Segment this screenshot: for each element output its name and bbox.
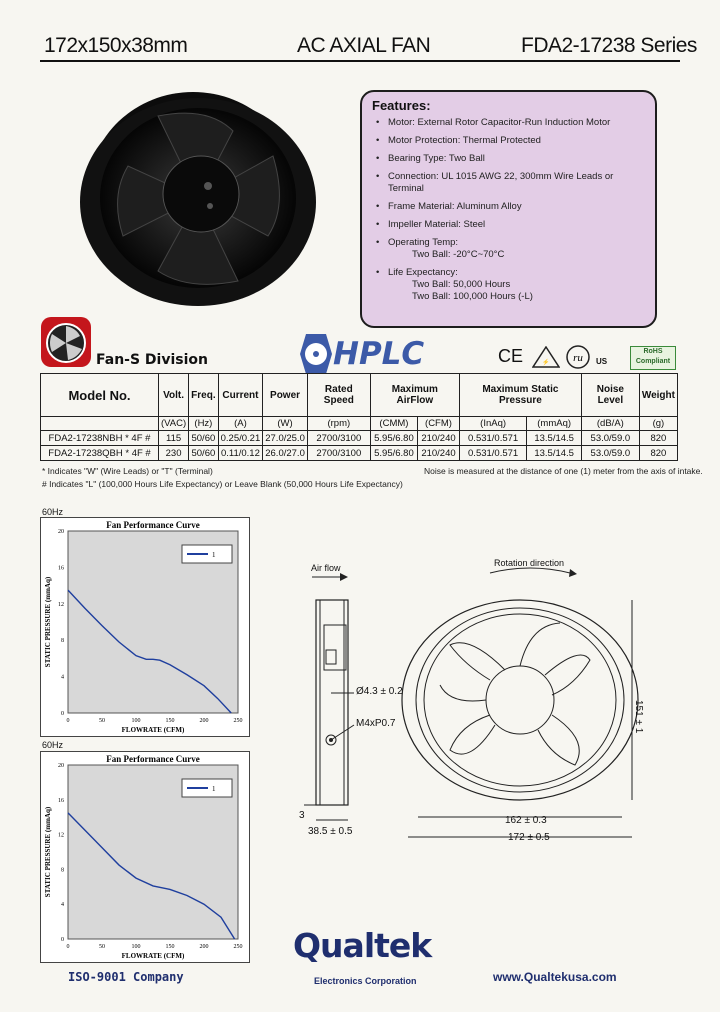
col-airflow: Maximum AirFlow bbox=[370, 374, 459, 417]
note-star: * Indicates "W" (Wire Leads) or "T" (Terminal) bbox=[42, 466, 213, 476]
x-tick-label: 50 bbox=[99, 944, 105, 950]
col-model: Model No. bbox=[41, 374, 159, 417]
col-power: Power bbox=[263, 374, 308, 417]
y-tick-label: 4 bbox=[61, 674, 64, 681]
y-tick-label: 20 bbox=[58, 529, 64, 535]
brand-logo: Qualtek bbox=[293, 926, 432, 965]
feature-item: • Life Expectancy: Two Ball: 50,000 Hours Two Ball: 100,000 Hours (-L) bbox=[372, 267, 645, 303]
features-list bbox=[372, 117, 645, 303]
note-noise: Noise is measured at the distance of one (1) meter from the axis of intake. bbox=[424, 466, 703, 476]
y-tick-label: 8 bbox=[61, 638, 64, 645]
x-tick-label: 100 bbox=[131, 718, 141, 724]
unit-cell: (Hz) bbox=[189, 417, 218, 431]
features-box bbox=[360, 90, 657, 328]
x-tick-label: 150 bbox=[165, 944, 175, 950]
unit-cell: (dB/A) bbox=[581, 417, 639, 431]
spec-units-row bbox=[41, 417, 678, 431]
chart2-freq-label: 60Hz bbox=[42, 740, 64, 750]
hplc-logo-text: HPLC bbox=[333, 336, 425, 372]
fan-s-logo-icon bbox=[40, 316, 92, 368]
x-tick-label: 100 bbox=[131, 944, 141, 950]
feature-item: • Motor Protection: Thermal Protected bbox=[372, 135, 645, 147]
height-dimension: 151 ± 1 bbox=[633, 700, 644, 734]
x-tick-label: 200 bbox=[199, 944, 209, 950]
col-volt: Volt. bbox=[159, 374, 189, 417]
unit-cell: (InAq) bbox=[459, 417, 527, 431]
brand-sub: Electronics Corporation bbox=[314, 976, 417, 986]
thread-label: M4xP0.7 bbox=[356, 718, 396, 729]
rohs-badge: RoHS Compliant bbox=[630, 346, 676, 370]
feature-item: • Connection: UL 1015 AWG 22, 300mm Wire Leads or Terminal bbox=[372, 171, 645, 195]
tuv-mark-icon bbox=[532, 346, 560, 368]
website-link[interactable]: www.Qualtekusa.com bbox=[493, 970, 617, 984]
col-weight: Weight bbox=[639, 374, 677, 417]
y-tick-label: 20 bbox=[58, 763, 64, 769]
unit-cell: (W) bbox=[263, 417, 308, 431]
x-tick-label: 250 bbox=[233, 944, 243, 950]
y-tick-label: 4 bbox=[61, 902, 64, 909]
x-tick-label: 200 bbox=[199, 718, 209, 724]
header-rule bbox=[40, 60, 680, 62]
y-tick-label: 12 bbox=[58, 832, 64, 839]
y-tick-label: 12 bbox=[58, 601, 64, 608]
ul-us-text: US bbox=[596, 357, 608, 366]
legend-label: 1 bbox=[212, 551, 216, 559]
iso-label: ISO-9001 Company bbox=[68, 970, 184, 984]
col-noise: Noise Level bbox=[581, 374, 639, 417]
ce-mark: CE bbox=[498, 346, 524, 366]
spec-table bbox=[40, 373, 678, 461]
feature-item: • Motor: External Rotor Capacitor-Run Induction Motor bbox=[372, 117, 645, 129]
y-tick-label: 16 bbox=[58, 797, 64, 804]
col-speed: Rated Speed bbox=[307, 374, 370, 417]
x-tick-label: 150 bbox=[165, 718, 175, 724]
y-tick-label: 0 bbox=[61, 937, 64, 943]
y-tick-label: 8 bbox=[61, 867, 64, 874]
lip-dimension: 3 bbox=[299, 810, 305, 821]
y-axis-label: STATIC PRESSURE (mmAq) bbox=[44, 576, 52, 668]
unit-cell: (CMM) bbox=[370, 417, 417, 431]
table-row: FDA2-17238QBH * 4F # 230 50/60 0.11/0.12 26.0/27.0 2700/3100 5.95/6.80 210/240 0.531/0.571 13.5/14.5 53.0/59.0 820 bbox=[41, 446, 678, 461]
y-tick-label: 0 bbox=[61, 711, 64, 717]
fan-photo bbox=[58, 86, 323, 308]
unit-cell: (g) bbox=[639, 417, 677, 431]
x-axis-label: FLOWRATE (CFM) bbox=[121, 726, 185, 734]
hole-diameter-label: Ø4.3 ± 0.2 bbox=[356, 686, 403, 697]
x-tick-label: 250 bbox=[233, 718, 243, 724]
division-label: Fan-S Division bbox=[96, 352, 208, 368]
legend-label: 1 bbox=[212, 785, 216, 793]
col-freq: Freq. bbox=[189, 374, 218, 417]
airflow-label: Air flow bbox=[311, 563, 341, 573]
x-tick-label: 0 bbox=[66, 944, 70, 950]
ul-mark-icon bbox=[564, 344, 600, 370]
svg-text:ru: ru bbox=[573, 352, 583, 364]
feature-item: • Operating Temp: Two Ball: -20°C~70°C bbox=[372, 237, 645, 261]
col-pressure: Maximum Static Pressure bbox=[459, 374, 581, 417]
dimension-drawing bbox=[290, 555, 690, 850]
svg-text:⚡: ⚡ bbox=[542, 360, 550, 366]
unit-cell: (mmAq) bbox=[527, 417, 582, 431]
x-axis-label: FLOWRATE (CFM) bbox=[121, 952, 185, 960]
header-dimensions: 172x150x38mm bbox=[44, 34, 188, 57]
unit-cell: (rpm) bbox=[307, 417, 370, 431]
feature-item: • Frame Material: Aluminum Alloy bbox=[372, 201, 645, 213]
unit-cell: (A) bbox=[218, 417, 263, 431]
unit-cell: (VAC) bbox=[159, 417, 189, 431]
chart1-freq-label: 60Hz bbox=[42, 507, 64, 517]
chart-title: Fan Performance Curve bbox=[106, 754, 200, 764]
header-series: FDA2-17238 Series bbox=[521, 34, 697, 57]
hplc-fan-icon bbox=[300, 334, 332, 374]
x-tick-label: 50 bbox=[99, 718, 105, 724]
rotation-label: Rotation direction bbox=[494, 558, 565, 568]
performance-chart-1 bbox=[40, 517, 250, 737]
header-product-type: AC AXIAL FAN bbox=[297, 34, 431, 57]
col-current: Current bbox=[218, 374, 263, 417]
performance-chart-2 bbox=[40, 751, 250, 963]
y-axis-label: STATIC PRESSURE (mmAq) bbox=[44, 806, 52, 898]
table-row: FDA2-17238NBH * 4F # 115 50/60 0.25/0.21 27.0/25.0 2700/3100 5.95/6.80 210/240 0.531/0.571 13.5/14.5 53.0/59.0 820 bbox=[41, 431, 678, 446]
outer-width-dimension: 172 ± 0.5 bbox=[508, 832, 550, 843]
chart-title: Fan Performance Curve bbox=[106, 520, 200, 530]
feature-item: • Bearing Type: Two Ball bbox=[372, 153, 645, 165]
note-hash: # Indicates "L" (100,000 Hours Life Expectancy) or Leave Blank (50,000 Hours Life Expectancy) bbox=[42, 479, 403, 489]
inner-width-dimension: 162 ± 0.3 bbox=[505, 815, 547, 826]
unit-cell: (CFM) bbox=[418, 417, 460, 431]
x-tick-label: 0 bbox=[66, 718, 70, 724]
features-title: Features: bbox=[372, 98, 431, 113]
feature-item: • Impeller Material: Steel bbox=[372, 219, 645, 231]
depth-dimension: 38.5 ± 0.5 bbox=[308, 826, 353, 837]
y-tick-label: 16 bbox=[58, 565, 64, 572]
spec-header-row bbox=[41, 374, 678, 417]
